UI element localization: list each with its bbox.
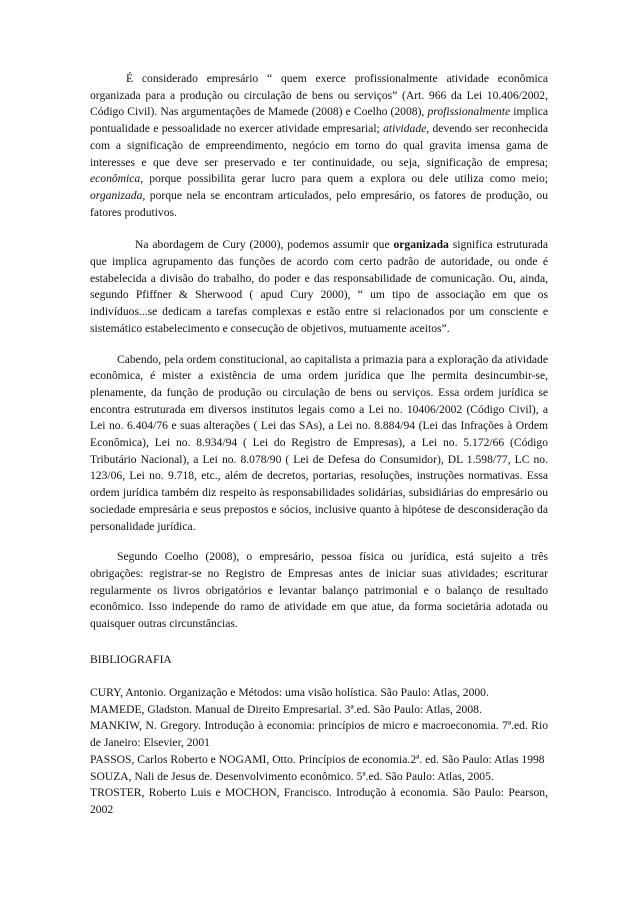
- italic-term: econômica,: [90, 172, 144, 186]
- bibliography-entry: PASSOS, Carlos Roberto e NOGAMI, Otto. Princípios de economia.2ª. ed. São Paulo: Atlas 1998: [90, 752, 545, 766]
- text-run: Cabendo, pela ordem constitucional, ao capitalista a primazia para a exploração da atividade econômica, é mister a existência de uma ordem jurídica que lhe permita desincumbir-se, plenamente, da função de produção ou circulação de bens ou serviços. Essa ordem jurídica se encontra estruturada em diversos institutos legais como a Lei no. 10406/2002 (Código Civil), a Lei no. 6.404/76 e suas alterações ( Lei das SAs), a Lei no. 8.884/94 (Lei das Infrações à Ordem Econômica), Lei no. 8.934/94 ( Lei do Registro de Empresas), a Lei no. 5.172/66 (Código Tributário Nacional), a Lei no. 8.078/90 ( Lei de Defesa do Consumidor), DL 1.598/77, LC no. 123/06, Lei no. 9.718, etc., além de decretos, portarias, resoluções, instruções normativas. Essa ordem jurídica também diz respeito às responsabilidades solidárias, subsidiárias do empresário ou sociedade empresária e seus prepostos e sócios, inclusive quanto à hipótese de desconsideração da personalidade jurídica.: [90, 352, 548, 533]
- text-run: Segundo Coelho (2008), o empresário, pessoa física ou jurídica, está sujeito a três obrigações: registrar-se no Registro de Empresas antes de iniciar suas atividades; escriturar regularmente os livros obrigatórios e levantar balanço patrimonial e o balanço de resultado econômico. Isso independe do ramo de atividade em que atue, da forma societária adotada ou quaisquer outras circunstâncias.: [90, 550, 548, 631]
- bibliography-entry: MAMEDE, Gladston. Manual de Direito Empresarial. 3ª.ed. São Paulo: Atlas, 2008.: [90, 702, 482, 716]
- text-run: É considerado empresário “ quem exerce profissionalmente atividade econômica organizada para a produção ou circulação de bens ou serviços” (Art. 966 da Lei 10.406/2002, Código Civil). Nas argumentações de Mamede (2008) e Coelho (2008),: [90, 72, 548, 119]
- paragraph-cury-organizada: [90, 237, 548, 337]
- bibliography-entry: MANKIW, N. Gregory. Introdução à economia: princípios de micro e macroeconomia. 7ª.ed. Rio de Janeiro: Elsevier, 2001: [90, 719, 548, 750]
- text-run: significa estruturada que implica agrupamento das funções de acordo com certo padrão de autoridade, ou onde é estabelecida a divisão do trabalho, do poder e das responsabilidade de comunicação. Ou, ainda, segundo Pfiffner & Sherwood ( apud Cury 2000), “ um tipo de associação em que os indivíduos...se dedicam a tarefas complexas e estão entre si relacionados por um consciente e sistemático estabelecimento e consecução de objetivos, mutuamente aceitos”.: [90, 238, 548, 335]
- paragraph-obrigacoes: [90, 549, 548, 633]
- text-run: implica pontualidade e pessoalidade no exercer atividade empresarial;: [90, 105, 548, 136]
- bibliography-heading: BIBLIOGRAFIA: [90, 653, 172, 666]
- bibliography-entry: SOUZA, Nali de Jesus de. Desenvolvimento econômico. 5ª.ed. São Paulo: Atlas, 2005.: [90, 769, 494, 783]
- italic-term: profissionalmente: [427, 105, 511, 119]
- text-run: porque nela se encontram articulados, pelo empresário, os fatores de produção, ou fatores produtivos.: [90, 188, 548, 219]
- text-run: devendo ser reconhecida com a significação de empreendimento, negócio em torno do qual gravita imensa gama de interesses e que deve ser preservado e ter continuidade, ou seja, significação de empresa;: [90, 122, 548, 169]
- paragraph-empresario-definition: [90, 71, 548, 221]
- text-run: Na abordagem de Cury (2000), podemos assumir que: [135, 238, 394, 252]
- italic-term: organizada,: [90, 188, 146, 202]
- document-page: [90, 71, 548, 816]
- bibliography-entry: TROSTER, Roberto Luis e MOCHON, Francisco. Introdução à economia. São Paulo: Pearson, 2002: [90, 786, 548, 816]
- paragraph-ordem-juridica: [90, 352, 548, 536]
- italic-term: atividade,: [383, 122, 430, 136]
- bibliography-entry: CURY, Antonio. Organização e Métodos: uma visão holística. São Paulo: Atlas, 2000.: [90, 686, 489, 699]
- bold-term: organizada: [393, 238, 449, 252]
- bibliography-list: [90, 685, 548, 819]
- text-run: porque possibilita gerar lucro para quem a explora ou dele utiliza como meio;: [143, 172, 548, 186]
